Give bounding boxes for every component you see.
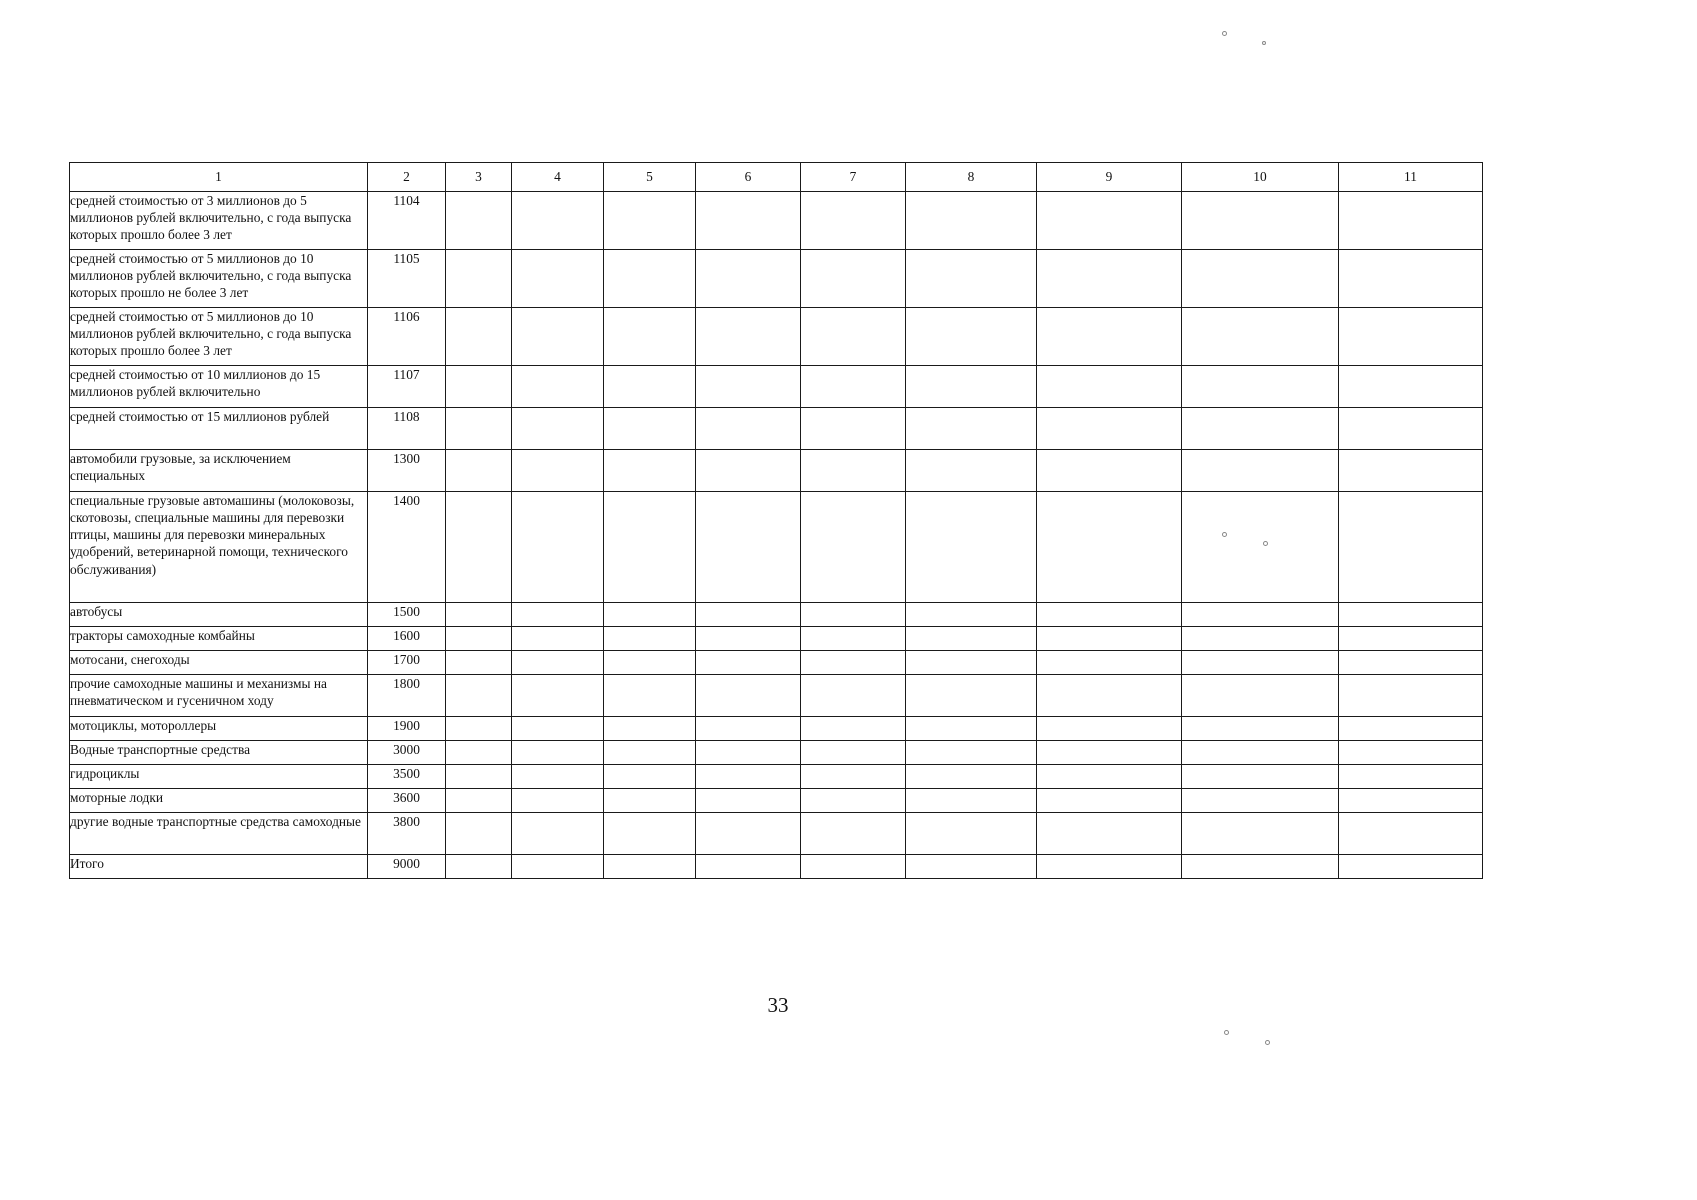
empty-cell	[906, 408, 1037, 450]
row-code: 1600	[368, 627, 446, 651]
empty-cell	[446, 492, 512, 603]
empty-cell	[604, 603, 696, 627]
empty-cell	[1182, 741, 1339, 765]
empty-cell	[512, 627, 604, 651]
empty-cell	[801, 366, 906, 408]
empty-cell	[604, 308, 696, 366]
empty-cell	[1037, 813, 1182, 855]
empty-cell	[1339, 855, 1483, 879]
row-name: автомобили грузовые, за исключением специальных	[70, 450, 368, 492]
empty-cell	[696, 789, 801, 813]
empty-cell	[1037, 741, 1182, 765]
empty-cell	[512, 675, 604, 717]
column-header: 9	[1037, 163, 1182, 192]
table-row	[70, 308, 1483, 366]
empty-cell	[1339, 408, 1483, 450]
empty-cell	[512, 192, 604, 250]
empty-cell	[906, 192, 1037, 250]
row-code: 1106	[368, 308, 446, 366]
empty-cell	[696, 366, 801, 408]
row-code: 3600	[368, 789, 446, 813]
empty-cell	[446, 450, 512, 492]
empty-cell	[1037, 789, 1182, 813]
empty-cell	[801, 492, 906, 603]
page-number: 33	[767, 993, 789, 1017]
scan-speck	[1222, 532, 1227, 537]
table-row	[70, 492, 1483, 603]
empty-cell	[604, 675, 696, 717]
empty-cell	[1182, 308, 1339, 366]
empty-cell	[1037, 250, 1182, 308]
column-number-row	[70, 163, 1483, 192]
row-code: 1800	[368, 675, 446, 717]
empty-cell	[1037, 308, 1182, 366]
empty-cell	[696, 308, 801, 366]
empty-cell	[1339, 603, 1483, 627]
row-name: средней стоимостью от 3 миллионов до 5 миллионов рублей включительно, с года выпуска которых прошло более 3 лет	[70, 192, 368, 250]
empty-cell	[604, 855, 696, 879]
empty-cell	[1339, 366, 1483, 408]
empty-cell	[1182, 675, 1339, 717]
row-code: 1500	[368, 603, 446, 627]
empty-cell	[446, 408, 512, 450]
table-row	[70, 813, 1483, 855]
empty-cell	[604, 408, 696, 450]
table-row	[70, 717, 1483, 741]
empty-cell	[1182, 250, 1339, 308]
empty-cell	[801, 855, 906, 879]
empty-cell	[1182, 603, 1339, 627]
empty-cell	[906, 250, 1037, 308]
empty-cell	[1339, 789, 1483, 813]
empty-cell	[1037, 603, 1182, 627]
column-header: 2	[368, 163, 446, 192]
empty-cell	[512, 450, 604, 492]
empty-cell	[696, 250, 801, 308]
row-name: другие водные транспортные средства самоходные	[70, 813, 368, 855]
empty-cell	[446, 603, 512, 627]
empty-cell	[512, 603, 604, 627]
empty-cell	[604, 813, 696, 855]
column-header: 11	[1339, 163, 1483, 192]
empty-cell	[906, 450, 1037, 492]
row-code: 1108	[368, 408, 446, 450]
empty-cell	[801, 192, 906, 250]
scan-speck	[1265, 1040, 1270, 1045]
empty-cell	[906, 366, 1037, 408]
row-code: 3800	[368, 813, 446, 855]
empty-cell	[1182, 789, 1339, 813]
empty-cell	[906, 717, 1037, 741]
empty-cell	[604, 741, 696, 765]
empty-cell	[1339, 675, 1483, 717]
row-name: моторные лодки	[70, 789, 368, 813]
empty-cell	[1339, 250, 1483, 308]
empty-cell	[1339, 651, 1483, 675]
empty-cell	[446, 717, 512, 741]
column-header: 1	[70, 163, 368, 192]
empty-cell	[1037, 717, 1182, 741]
empty-cell	[906, 603, 1037, 627]
row-code: 1104	[368, 192, 446, 250]
empty-cell	[1182, 627, 1339, 651]
empty-cell	[906, 627, 1037, 651]
row-code: 1900	[368, 717, 446, 741]
scan-speck	[1222, 31, 1227, 36]
empty-cell	[446, 813, 512, 855]
empty-cell	[446, 741, 512, 765]
empty-cell	[1182, 651, 1339, 675]
empty-cell	[512, 366, 604, 408]
empty-cell	[512, 492, 604, 603]
empty-cell	[801, 603, 906, 627]
empty-cell	[906, 813, 1037, 855]
row-name: Водные транспортные средства	[70, 741, 368, 765]
empty-cell	[512, 813, 604, 855]
row-code: 1700	[368, 651, 446, 675]
empty-cell	[801, 250, 906, 308]
row-code: 3500	[368, 765, 446, 789]
vehicle-table	[69, 162, 1483, 879]
empty-cell	[1339, 492, 1483, 603]
empty-cell	[801, 308, 906, 366]
table-row	[70, 408, 1483, 450]
table-row	[70, 366, 1483, 408]
empty-cell	[801, 408, 906, 450]
empty-cell	[1339, 741, 1483, 765]
empty-cell	[1182, 492, 1339, 603]
empty-cell	[446, 192, 512, 250]
empty-cell	[801, 627, 906, 651]
empty-cell	[801, 813, 906, 855]
row-name: мотосани, снегоходы	[70, 651, 368, 675]
table-row	[70, 627, 1483, 651]
scan-speck	[1262, 41, 1266, 45]
empty-cell	[1339, 765, 1483, 789]
table-row	[70, 651, 1483, 675]
empty-cell	[1339, 717, 1483, 741]
empty-cell	[1182, 765, 1339, 789]
row-name: средней стоимостью от 10 миллионов до 15 миллионов рублей включительно	[70, 366, 368, 408]
table-row	[70, 789, 1483, 813]
empty-cell	[696, 450, 801, 492]
empty-cell	[604, 366, 696, 408]
row-name: средней стоимостью от 5 миллионов до 10 миллионов рублей включительно, с года выпуска которых прошло не более 3 лет	[70, 250, 368, 308]
row-code: 3000	[368, 741, 446, 765]
empty-cell	[1182, 366, 1339, 408]
empty-cell	[512, 651, 604, 675]
column-header: 8	[906, 163, 1037, 192]
empty-cell	[696, 813, 801, 855]
empty-cell	[604, 450, 696, 492]
empty-cell	[1037, 366, 1182, 408]
column-header: 5	[604, 163, 696, 192]
empty-cell	[696, 765, 801, 789]
empty-cell	[512, 789, 604, 813]
empty-cell	[1182, 408, 1339, 450]
empty-cell	[801, 651, 906, 675]
empty-cell	[1037, 627, 1182, 651]
empty-cell	[446, 675, 512, 717]
empty-cell	[906, 765, 1037, 789]
empty-cell	[696, 192, 801, 250]
scan-speck	[1224, 1030, 1229, 1035]
table-row	[70, 250, 1483, 308]
empty-cell	[906, 675, 1037, 717]
empty-cell	[696, 675, 801, 717]
empty-cell	[446, 855, 512, 879]
empty-cell	[906, 741, 1037, 765]
empty-cell	[512, 765, 604, 789]
empty-cell	[696, 408, 801, 450]
empty-cell	[801, 789, 906, 813]
empty-cell	[512, 408, 604, 450]
empty-cell	[1339, 627, 1483, 651]
empty-cell	[801, 717, 906, 741]
empty-cell	[696, 717, 801, 741]
row-name: специальные грузовые автомашины (молоковозы, скотовозы, специальные машины для перевозки птицы, машины для перевозки минеральных удобрений, ветеринарной помощи, технического обслуживания)	[70, 492, 368, 603]
empty-cell	[696, 741, 801, 765]
empty-cell	[1339, 192, 1483, 250]
table-row	[70, 450, 1483, 492]
empty-cell	[906, 651, 1037, 675]
empty-cell	[604, 192, 696, 250]
table-row	[70, 855, 1483, 879]
empty-cell	[1182, 717, 1339, 741]
column-header: 3	[446, 163, 512, 192]
empty-cell	[446, 308, 512, 366]
table-row	[70, 741, 1483, 765]
empty-cell	[1339, 450, 1483, 492]
empty-cell	[604, 250, 696, 308]
empty-cell	[696, 651, 801, 675]
empty-cell	[512, 741, 604, 765]
row-code: 9000	[368, 855, 446, 879]
empty-cell	[1037, 492, 1182, 603]
empty-cell	[696, 627, 801, 651]
empty-cell	[906, 492, 1037, 603]
row-name: средней стоимостью от 5 миллионов до 10 миллионов рублей включительно, с года выпуска которых прошло более 3 лет	[70, 308, 368, 366]
row-name: средней стоимостью от 15 миллионов рублей	[70, 408, 368, 450]
empty-cell	[512, 250, 604, 308]
empty-cell	[512, 717, 604, 741]
table-row	[70, 675, 1483, 717]
empty-cell	[446, 250, 512, 308]
empty-cell	[906, 855, 1037, 879]
empty-cell	[1339, 813, 1483, 855]
column-header: 7	[801, 163, 906, 192]
row-name: тракторы самоходные комбайны	[70, 627, 368, 651]
empty-cell	[446, 789, 512, 813]
empty-cell	[906, 789, 1037, 813]
row-code: 1107	[368, 366, 446, 408]
empty-cell	[1037, 408, 1182, 450]
empty-cell	[1037, 855, 1182, 879]
row-name: гидроциклы	[70, 765, 368, 789]
empty-cell	[1037, 450, 1182, 492]
empty-cell	[801, 450, 906, 492]
empty-cell	[1037, 651, 1182, 675]
table-row	[70, 765, 1483, 789]
empty-cell	[1037, 675, 1182, 717]
empty-cell	[1182, 813, 1339, 855]
empty-cell	[1182, 855, 1339, 879]
row-name: мотоциклы, мотороллеры	[70, 717, 368, 741]
empty-cell	[446, 765, 512, 789]
scan-speck	[1263, 541, 1268, 546]
empty-cell	[1339, 308, 1483, 366]
empty-cell	[604, 651, 696, 675]
empty-cell	[1182, 192, 1339, 250]
empty-cell	[604, 765, 696, 789]
empty-cell	[801, 675, 906, 717]
row-code: 1400	[368, 492, 446, 603]
empty-cell	[696, 492, 801, 603]
empty-cell	[604, 627, 696, 651]
empty-cell	[446, 651, 512, 675]
empty-cell	[604, 492, 696, 603]
row-name: прочие самоходные машины и механизмы на пневматическом и гусеничном ходу	[70, 675, 368, 717]
empty-cell	[801, 741, 906, 765]
empty-cell	[604, 789, 696, 813]
empty-cell	[1037, 765, 1182, 789]
row-name: Итого	[70, 855, 368, 879]
empty-cell	[906, 308, 1037, 366]
row-name: автобусы	[70, 603, 368, 627]
row-code: 1300	[368, 450, 446, 492]
column-header: 4	[512, 163, 604, 192]
empty-cell	[1182, 450, 1339, 492]
empty-cell	[696, 603, 801, 627]
table-row	[70, 603, 1483, 627]
empty-cell	[696, 855, 801, 879]
empty-cell	[1037, 192, 1182, 250]
empty-cell	[446, 627, 512, 651]
empty-cell	[604, 717, 696, 741]
empty-cell	[512, 308, 604, 366]
empty-cell	[512, 855, 604, 879]
column-header: 10	[1182, 163, 1339, 192]
empty-cell	[446, 366, 512, 408]
empty-cell	[801, 765, 906, 789]
table-row	[70, 192, 1483, 250]
row-code: 1105	[368, 250, 446, 308]
column-header: 6	[696, 163, 801, 192]
